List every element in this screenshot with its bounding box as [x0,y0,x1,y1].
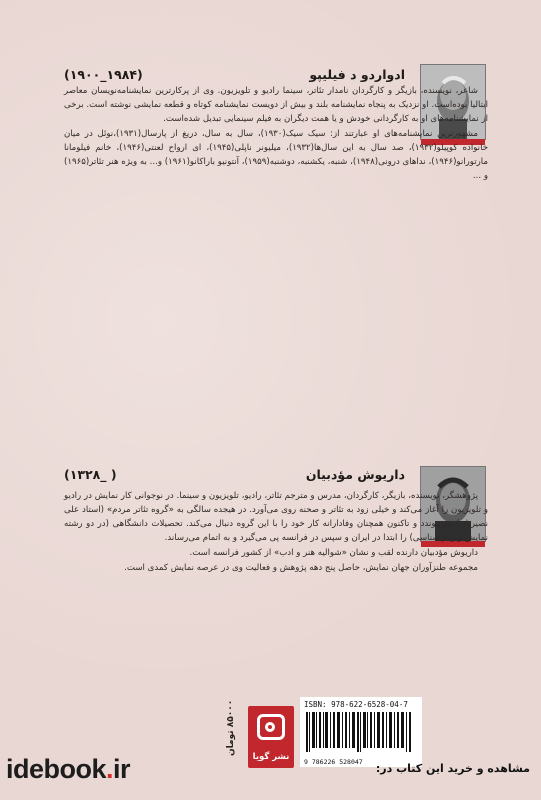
author2-award-paragraph: داریوش مؤدبیان دارنده لقب و نشان «شوالیه هنر و ادب» از کشور فرانسه است. [189,548,478,558]
watermark-logo-tld: ir [113,754,131,784]
author1-works-paragraph: مشهورترین نمایشنامه‌های او عبارتند از: سیک سیک(۱۹۳۰)، سال به سال، دریغ از پارسال(۱۹۳۱)،نوئل در میان خانواده کوپیلو(۱۹۳۲)، صد سال به این سال‌ها(۱۹۳۲)، میلیونر ناپلی(۱۹۴۵)، ای ارواح لعنتی(۱۹۴۶)، خانم فیلومانا مارتورانو(۱۹۴۶)، نداهای درونی(۱۹۴۸)، شنبه، یکشنبه، دوشنبه(۱۹۵۹)، آنتونیو باراکانو(۱۹۶۱) و... به ویژه هنر تئاتر(۱۹۶۵) و ... [64,129,489,181]
author2-bio-paragraph: پژوهشگر، نویسنده، بازیگر، کارگردان، مدرس و مترجم تئاتر، رادیو، تلویزیون و سینما. در نوجوانی کار نمایش در رادیو و تلویزیون را آغاز می‌کند و خیلی زود به تئاتر و صحنه روی می‌آورد. در هیجده سالگی به «گروه تئاتر مردم» (استاد علی نصیریان) می‌پیوندد و تاکنون همچنان وفادارانه کار خود را با این گروه دنبال می‌کند. تحصیلات دانشگاهی (در دو رشته نمایش و زبان‌شناسی) را ابتدا در ایران و سپس در فرانسه پی می‌گیرد و به اتمام می‌رساند. [64,491,488,543]
author2-series-paragraph: مجموعه طنزآوران جهان نمایش، حاصل پنج دهه پژوهش و فعالیت وی در عرصه نمایش کمدی است. [124,563,478,573]
author2-name: داریوش مؤدبیان [305,467,405,482]
author1-bio [64,84,488,184]
author1-name: ادواردو د فیلیپو [309,67,405,82]
barcode-digits: 9 786226 528047 [304,758,363,766]
book-price: ۸۵۰۰۰ تومان [226,700,236,757]
watermark-logo-main: idebook [6,754,107,784]
watermark-logo[interactable] [6,754,130,785]
isbn-number: ISBN: 978-622-6528-04-7 [304,700,408,709]
publisher-name: نشر گویا [252,752,290,762]
author2-bio [64,489,488,576]
author1-years: (۱۹۰۰_۱۹۸۴) [64,67,143,82]
watermark-banner[interactable] [0,754,541,790]
watermark-logo-dot: . [106,754,114,784]
author1-bio-paragraph: شاعر، نویسنده، بازیگر و کارگردان نامدار تئاتر، سینما رادیو و تلویزیون. وی از پرکارترین نمایشنامه‌نویسان معاصر ایتالیا بوده‌است. او نزدیک به پنجاه نمایشنامه بلند و بیش از دویست نمایشنامه کوتاه و قطعه نمایشی نوشته است. برخی از نمایشنامه‌های او به کارگردانی خودش و یا همت دیگران به فیلم سینمایی تبدیل شده‌است. [64,86,488,124]
watermark-caption: مشاهده و خرید این کتاب در: [375,762,530,775]
publisher-logo-icon [257,714,285,740]
barcode-icon [306,712,416,752]
author2-years: (۱۳۲۸_ ) [64,467,117,482]
